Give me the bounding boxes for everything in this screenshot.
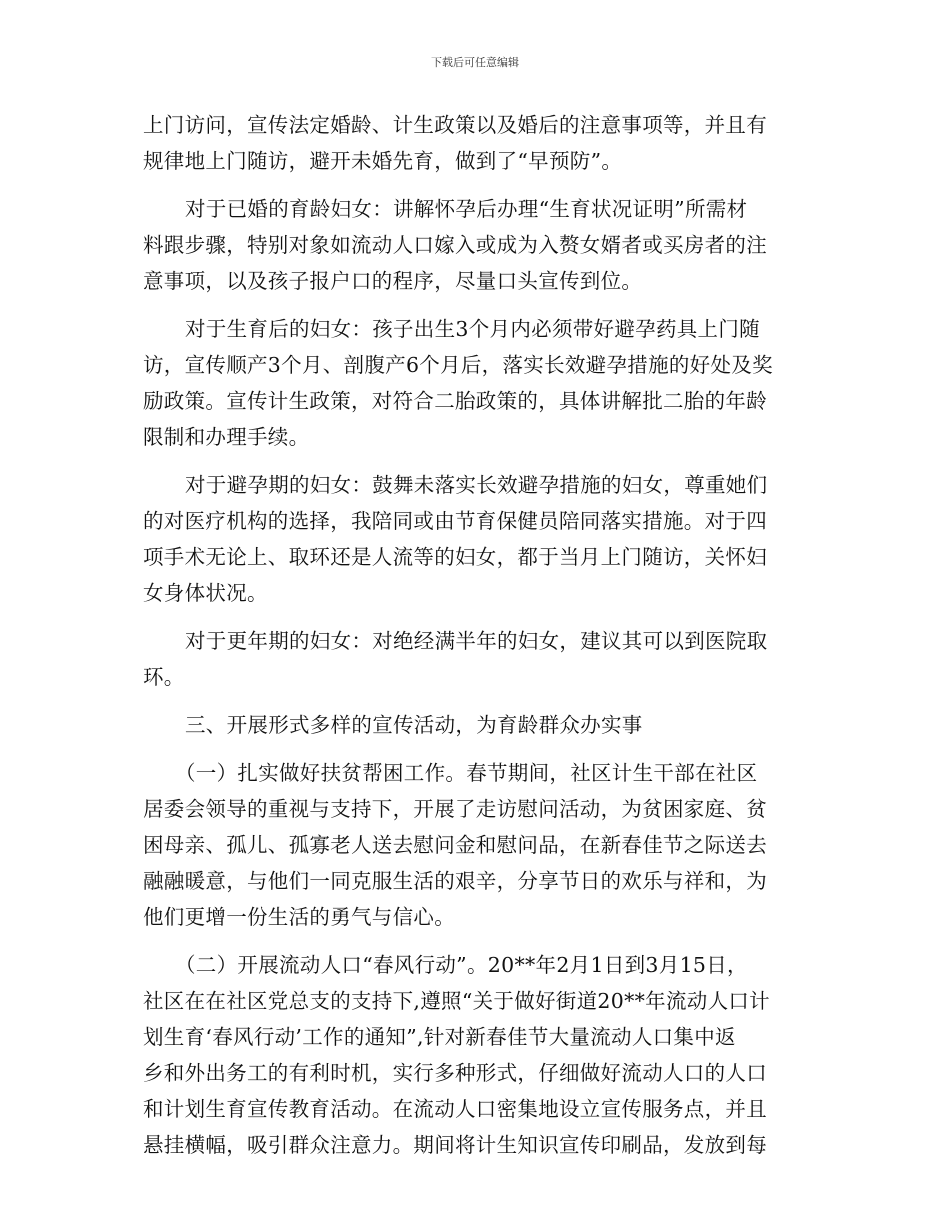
text-line: 对于更年期的妇女：对绝经满半年的妇女，建议其可以到医院取 — [185, 629, 768, 653]
text-line: 和计划生育宣传教育活动。在流动人口密集地设立宣传服务点，并且 — [143, 1097, 767, 1121]
section-heading — [143, 707, 811, 743]
paragraph — [143, 107, 811, 179]
text-line: 料跟步骤，特别对象如流动人口嫁入或成为入赘女婿者或买房者的注 — [143, 233, 767, 257]
paragraph — [143, 311, 811, 455]
text-line: 上门访问，宣传法定婚龄、计生政策以及婚后的注意事项等，并且有 — [143, 113, 767, 137]
text-line: 对于避孕期的妇女：鼓舞未落实长效避孕措施的妇女，尊重她们 — [185, 473, 768, 497]
heading-line: 三、开展形式多样的宣传活动，为育龄群众办实事 — [185, 713, 643, 737]
text-line: 居委会领导的重视与支持下，开展了走访慰问活动，为贫困家庭、贫 — [143, 797, 767, 821]
text-line: 访，宣传顺产3个月、剖腹产6个月后，落实长效避孕措施的好处及奖 — [143, 353, 773, 377]
text-line: 环。 — [143, 665, 185, 689]
paragraph — [143, 755, 811, 935]
text-line: 乡和外出务工的有利时机，实行多种形式，仔细做好流动人口的人口 — [143, 1061, 767, 1085]
text-line: 励政策。宣传计生政策，对符合二胎政策的，具体讲解批二胎的年龄 — [143, 389, 767, 413]
paragraph — [143, 191, 811, 299]
text-line: 对于生育后的妇女：孩子出生3个月内必须带好避孕药具上门随 — [185, 317, 760, 341]
text-line: 限制和办理手续。 — [143, 425, 310, 449]
text-line: 规律地上门随访，避开未婚先育，做到了“早预防”。 — [143, 149, 623, 173]
text-line: 对于已婚的育龄妇女：讲解怀孕后办理“生育状况证明”所需材 — [185, 197, 748, 221]
text-line: 女身体状况。 — [143, 581, 268, 605]
document-body — [143, 107, 811, 1163]
text-line: （二）开展流动人口“春风行动”。20**年2月1日到3月15日， — [175, 953, 748, 977]
text-line: 意事项，以及孩子报户口的程序，尽量口头宣传到位。 — [143, 269, 643, 293]
text-line: 社区在在社区党总支的支持下,遵照“关于做好街道20**年流动人口计 — [143, 989, 770, 1013]
text-line: 他们更增一份生活的勇气与信心。 — [143, 905, 455, 929]
text-line: 困母亲、孤儿、孤寡老人送去慰问金和慰问品，在新春佳节之际送去 — [143, 833, 767, 857]
paragraph — [143, 467, 811, 611]
page-header: 下载后可任意编辑 — [431, 56, 519, 69]
text-line: 悬挂横幅，吸引群众注意力。期间将计生知识宣传印刷品，发放到每 — [143, 1133, 767, 1157]
paragraph — [143, 947, 811, 1163]
text-line: 融融暖意，与他们一同克服生活的艰辛，分享节日的欢乐与祥和，为 — [143, 869, 767, 893]
text-line: 划生育‘春风行动’工作的通知”,针对新春佳节大量流动人口集中返 — [143, 1025, 736, 1049]
paragraph — [143, 623, 811, 695]
text-line: （一）扎实做好扶贫帮困工作。春节期间，社区计生干部在社区 — [175, 761, 758, 785]
text-line: 项手术无论上、取环还是人流等的妇女，都于当月上门随访，关怀妇 — [143, 545, 767, 569]
text-line: 的对医疗机构的选择，我陪同或由节育保健员陪同落实措施。对于四 — [143, 509, 767, 533]
